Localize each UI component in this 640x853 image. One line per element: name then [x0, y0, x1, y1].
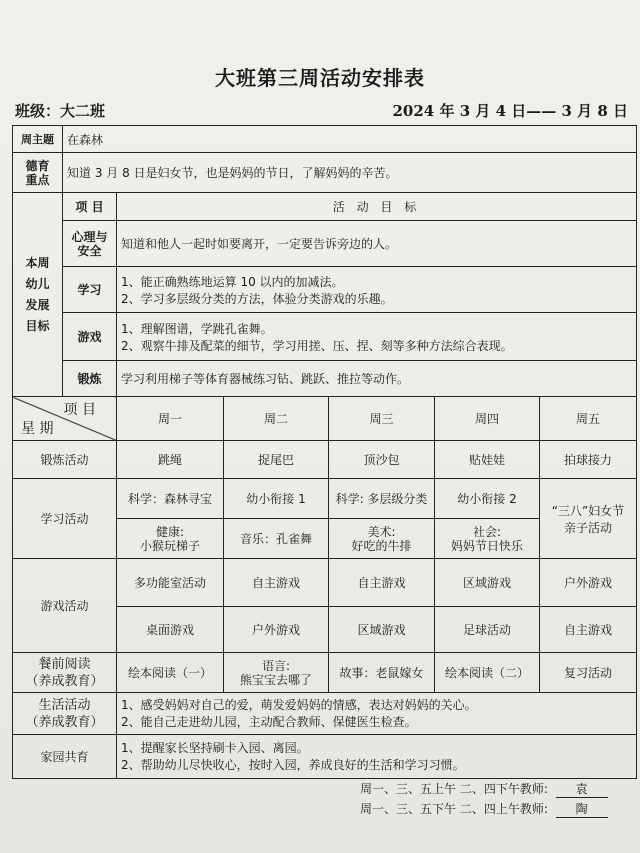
goals-col-goal: 活 动 目 标: [117, 193, 637, 221]
play-cell: 自主游戏: [224, 559, 329, 607]
teacher-signature: 袁: [556, 780, 608, 798]
footer-text: 周一、三、五上午 二、四下午教师:: [360, 782, 548, 796]
life-label-line1: 生活活动: [38, 697, 91, 713]
study-cell: [435, 519, 540, 559]
teacher-signature: 陶: [556, 800, 608, 818]
theme-label: 周主题: [13, 126, 63, 153]
exercise-label: 锻炼活动: [13, 441, 117, 479]
play-cell: 区域游戏: [435, 559, 540, 607]
study-line: 小猴玩梯子: [139, 538, 200, 553]
goal-text: [117, 313, 637, 361]
goal-row: [13, 221, 637, 267]
moral-row: [13, 153, 637, 193]
goals-label-line2: 幼儿: [25, 276, 50, 291]
goal-line: 2、学习多层级分类的方法，体验分类游戏的乐趣。: [121, 291, 393, 306]
home-label: 家园共育: [13, 735, 117, 779]
page-title: 大班第三周活动安排表: [215, 66, 425, 90]
goal-text: [117, 361, 637, 397]
goal-line: 1、理解图谱，学跳孔雀舞。: [121, 321, 273, 336]
goal-text: [117, 267, 637, 313]
play-label: 游戏活动: [13, 559, 117, 653]
play-cell: 多功能室活动: [117, 559, 224, 607]
corner-cell: [13, 397, 117, 441]
theme-row: [13, 126, 637, 153]
moral-value: 知道 3 月 8 日是妇女节，也是妈妈的节日，了解妈妈的辛苦。: [63, 153, 637, 193]
study-cell: 幼小衔接 1: [224, 479, 329, 519]
footer-line-1: [360, 780, 608, 798]
corner-top-label: 项 目: [63, 402, 96, 418]
footer-line-2: [360, 800, 608, 818]
schedule-header-row: [13, 397, 637, 441]
exercise-cell: 跳绳: [117, 441, 224, 479]
exercise-cell: 捉尾巴: [224, 441, 329, 479]
goal-line: 学习利用梯子等体育器械练习钻、跳跃、推拉等动作。: [121, 372, 410, 386]
study-cell: [329, 519, 435, 559]
goal-row: [13, 267, 637, 313]
study-cell: 科学：森林寻宝: [117, 479, 224, 519]
play-row: [13, 559, 637, 607]
goal-label: 游戏: [63, 313, 117, 361]
goal-row: [13, 361, 637, 397]
goals-col-item: 项 目: [63, 193, 117, 221]
study-cell: 音乐：孔雀舞: [224, 519, 329, 559]
goal-row: [13, 313, 637, 361]
reading-line: 语言:: [261, 658, 291, 673]
reading-label-line1: 餐前阅读: [38, 656, 91, 672]
exercise-row: [13, 441, 637, 479]
study-friday-line: 亲子活动: [564, 520, 613, 535]
goals-section-label: [13, 193, 63, 397]
reading-cell: 复习活动: [540, 653, 637, 693]
footer-text: 周一、三、五下午 二、四上午教师:: [360, 802, 548, 816]
day-header: 周四: [435, 397, 540, 441]
goal-line: 2、观察牛排及配菜的细节，学习用搓、压、捏、刻等多种方法综合表现。: [121, 338, 513, 353]
reading-row: [13, 653, 637, 693]
goals-label-line3: 发展: [25, 297, 50, 312]
play-cell: 户外游戏: [224, 607, 329, 653]
corner-bottom-label: 星 期: [21, 421, 54, 437]
class-label: 班级：大二班: [15, 102, 106, 120]
day-header: 周五: [540, 397, 637, 441]
study-label: 学习活动: [13, 479, 117, 559]
study-line: 妈妈节日快乐: [450, 538, 523, 553]
life-label: [13, 693, 117, 735]
exercise-cell: 贴娃娃: [435, 441, 540, 479]
day-header: 周二: [224, 397, 329, 441]
study-cell: 科学: 多层级分类: [329, 479, 435, 519]
study-line: 社会:: [472, 524, 502, 539]
theme-value: 在森林: [63, 126, 637, 153]
play-cell: 区域游戏: [329, 607, 435, 653]
goal-label: 学习: [63, 267, 117, 313]
goals-label-line4: 目标: [25, 318, 50, 333]
study-friday-line: “三八”妇女节: [551, 503, 625, 518]
life-line: 2、能自己走进幼儿园，主动配合教师、保健医生检查。: [121, 714, 417, 729]
play-cell: 自主游戏: [329, 559, 435, 607]
moral-label: [13, 153, 63, 193]
life-label-line2: （养成教育）: [25, 714, 104, 730]
reading-cell: 故事：老鼠嫁女: [329, 653, 435, 693]
goal-line: 知道和他人一起时如要离开，一定要告诉旁边的人。: [121, 237, 398, 251]
life-line: 1、感受妈妈对自己的爱，萌发爱妈妈的情感，表达对妈妈的关心。: [121, 697, 477, 712]
home-row: [13, 735, 637, 779]
moral-label-line2: 重点: [25, 172, 50, 187]
home-text: [117, 735, 637, 779]
study-cell: 幼小衔接 2: [435, 479, 540, 519]
date-range: 2024 年 3 月 4 日—— 3 月 8 日: [392, 102, 628, 120]
exercise-cell: 顶沙包: [329, 441, 435, 479]
goals-label-line1: 本周: [25, 255, 50, 270]
day-header: 周一: [117, 397, 224, 441]
day-header: 周三: [329, 397, 435, 441]
play-cell: 自主游戏: [540, 607, 637, 653]
study-line: 美术:: [367, 524, 396, 539]
goal-label: 锻炼: [63, 361, 117, 397]
study-line: 好吃的牛排: [351, 538, 412, 553]
reading-cell: 绘本阅读（二）: [435, 653, 540, 693]
goal-label: 心理与安全: [63, 221, 117, 267]
reading-label: [13, 653, 117, 693]
moral-label-line1: 德育: [25, 158, 50, 173]
study-line: 健康:: [155, 524, 185, 539]
goal-line: 1、能正确熟练地运算 10 以内的加减法。: [121, 274, 344, 289]
study-friday-cell: [540, 479, 637, 559]
play-cell: 桌面游戏: [117, 607, 224, 653]
reading-label-line2: （养成教育）: [25, 673, 104, 689]
play-cell: 户外游戏: [540, 559, 637, 607]
study-row: [13, 479, 637, 519]
reading-line: 熊宝宝去哪了: [239, 672, 312, 687]
goals-header-row: [13, 193, 637, 221]
life-row: [13, 693, 637, 735]
home-line: 1、提醒家长坚持刷卡入园、离园。: [121, 740, 309, 755]
study-cell: [117, 519, 224, 559]
goal-text: [117, 221, 637, 267]
life-text: [117, 693, 637, 735]
schedule-table: [12, 125, 637, 779]
home-line: 2、帮助幼儿尽快收心，按时入园，养成良好的生活和学习习惯。: [121, 757, 465, 772]
exercise-cell: 拍球接力: [540, 441, 637, 479]
reading-cell: 绘本阅读（一）: [117, 653, 224, 693]
reading-cell: [224, 653, 329, 693]
play-cell: 足球活动: [435, 607, 540, 653]
